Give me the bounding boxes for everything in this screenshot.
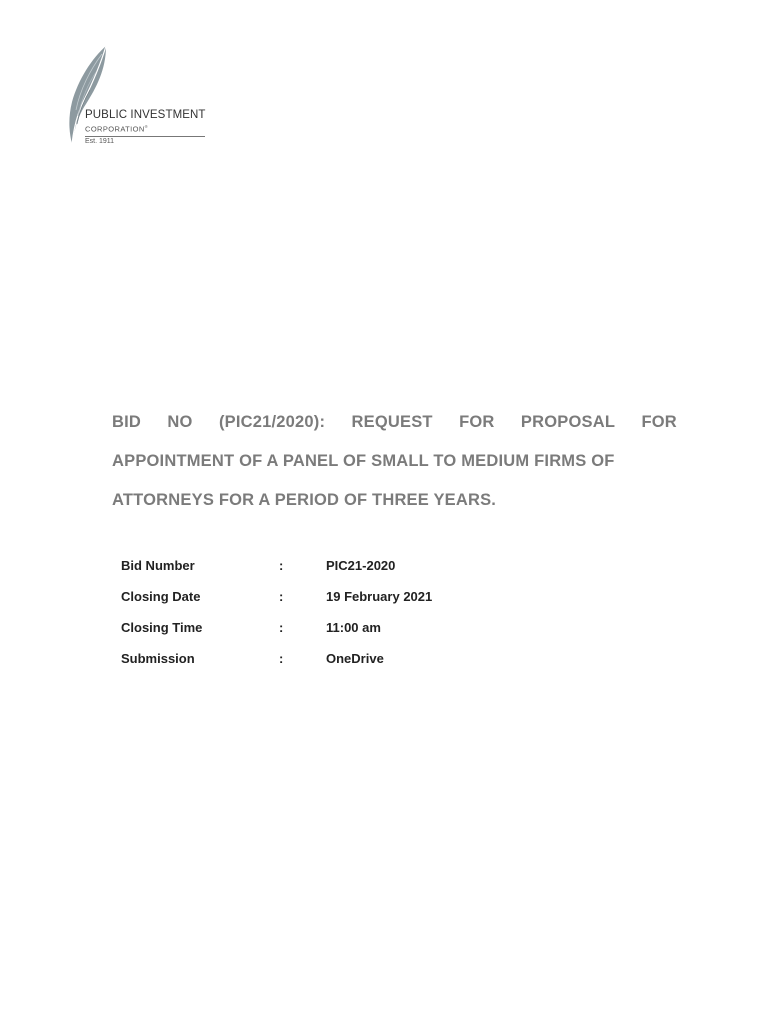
detail-label: Submission [121, 651, 195, 666]
title-line-2: APPOINTMENT OF A PANEL OF SMALL TO MEDIUM FIRMS OF [112, 452, 615, 470]
detail-row [121, 651, 461, 682]
title-word: (PIC21/2020): [218, 413, 326, 431]
detail-separator: : [279, 589, 284, 604]
document-title [112, 406, 677, 523]
detail-label: Bid Number [121, 558, 195, 573]
detail-row [121, 558, 461, 589]
logo-established: Est. 1911 [85, 138, 115, 145]
title-word: FOR [459, 413, 495, 431]
detail-value: 19 February 2021 [326, 589, 433, 604]
title-line-1 [112, 406, 677, 445]
company-logo [62, 44, 212, 154]
title-word: BID [112, 413, 142, 431]
detail-separator: : [279, 620, 284, 635]
detail-value: OneDrive [326, 651, 384, 666]
detail-value: PIC21-2020 [326, 558, 396, 573]
detail-row [121, 589, 461, 620]
title-word: PROPOSAL [520, 413, 616, 431]
detail-value: 11:00 am [326, 620, 381, 635]
logo-company-subtitle: CORPORATION® [85, 124, 149, 134]
title-word: FOR [641, 413, 677, 431]
title-word: REQUEST [351, 413, 433, 431]
logo-company-name: PUBLIC INVESTMENT [85, 109, 206, 121]
title-line-3: ATTORNEYS FOR A PERIOD OF THREE YEARS. [112, 491, 497, 509]
detail-label: Closing Time [121, 620, 203, 635]
detail-label: Closing Date [121, 589, 201, 604]
title-word: NO [167, 413, 193, 431]
detail-separator: : [279, 651, 284, 666]
detail-row [121, 620, 461, 651]
logo-divider [85, 136, 205, 137]
detail-separator: : [279, 558, 284, 573]
bid-details-table [121, 558, 461, 682]
